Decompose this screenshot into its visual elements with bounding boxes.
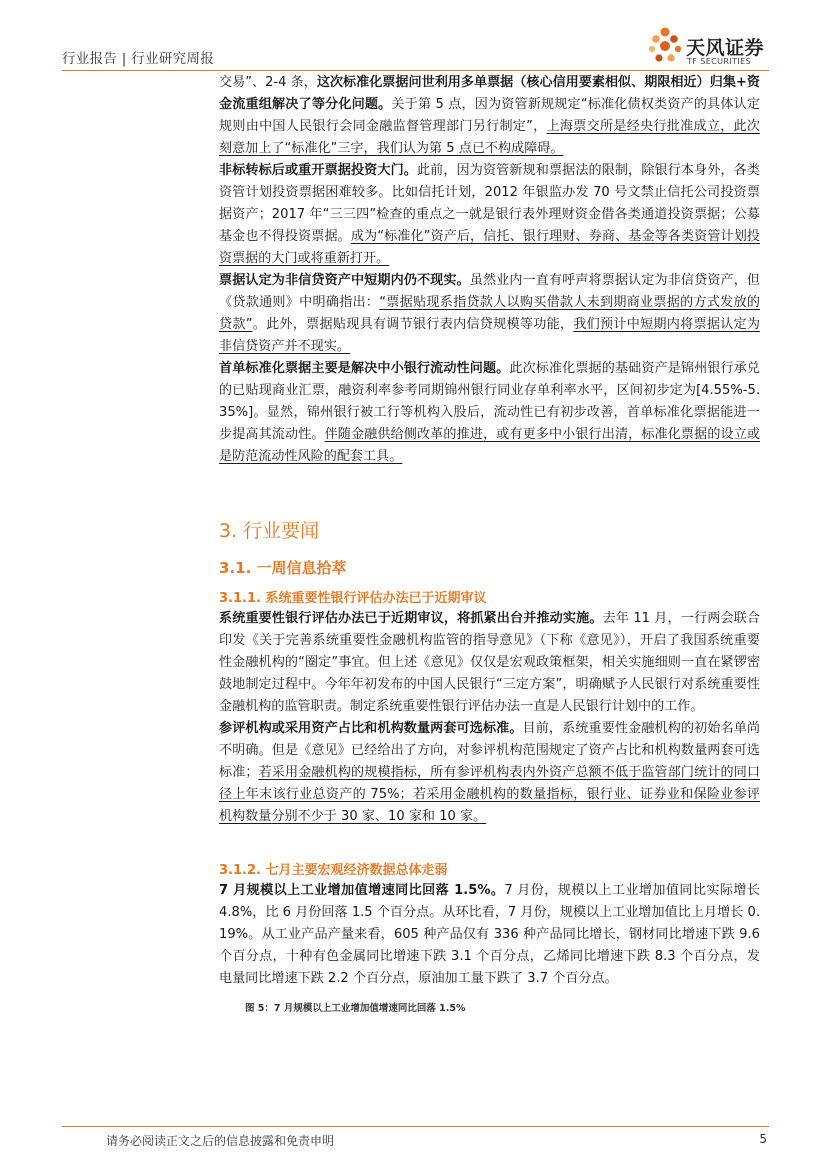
bold-lead: 首单标准化票据主要是解决中小银行流动性问题。 — [219, 361, 510, 376]
footer-divider — [62, 1126, 769, 1127]
bold-lead: 7 月规模以上工业增加值增速同比回落 1.5%。 — [219, 883, 505, 898]
company-logo — [646, 26, 776, 70]
tf-securities-logo-icon — [646, 26, 684, 68]
figure-caption: 图 5：7 月规模以上工业增加值增速同比回落 1.5% — [245, 1003, 466, 1014]
paragraph-evaluation-criteria — [219, 718, 760, 828]
page-number: 5 — [759, 1132, 767, 1146]
text-span: 交易”、2-4 条， — [219, 75, 317, 90]
logo-subtitle: TF SECURITIES — [687, 57, 752, 66]
bold-lead: 非标转标后或重开票据投资大门。 — [219, 163, 417, 178]
underlined-conclusion: 伴随金融供给侧改革的推进，或有更多中小银行出清，标准化票据的设立或是防范流动性风险的配套工具。 — [219, 427, 761, 464]
header-divider — [62, 70, 769, 71]
text-span: 去年 11 月，一行两会联合印发《关于完善系统重要性金融机构监管的指导意见》（下称《意见》），开启了我国系统重要性金融机构的“圈定”事宜。但上述《意见》仅仅是宏观政策框架，相关实施细则一直在紧锣密鼓地制定过程中。今年年初发布的中国人民银行“三定方案”，明确赋予人民银行对系统重要性金融机构的监管职责。制定系统重要性银行评估办法一直是人民银行计划中的工作。 — [219, 611, 760, 714]
bold-lead: 票据认定为非信贷资产中短期内仍不现实。 — [219, 273, 470, 288]
underlined-quote: “票据贴现系指贷款人以购买借款人未到期商业票据的方式发放的贷款” — [219, 295, 760, 332]
bold-lead: 这次标准化票据问世利用多单票据（核心信用要素相似、期限相近）归集+资金流重组解决了等分化问题。 — [219, 75, 760, 112]
report-type-label: 行业报告 | 行业研究周报 — [62, 51, 215, 67]
underlined-conclusion: 若采用金融机构的规模指标，所有参评机构表内外资产总额不低于监管部门统计的同口径上年末该行业总资产的 75%；若采用金融机构的数量指标，银行业、证券业和保险业参评机构数量分别不少于 30 家、10 家和 10 家。 — [219, 765, 761, 824]
main-content — [219, 72, 760, 1014]
paragraph-investment-door — [219, 160, 760, 270]
text-span: 目前，系统重要性金融机构的初始名单尚不明确。但是《意见》已经给出了方向，对参评机构范围规定了资产占比和机构数量两套可选标准； — [219, 721, 761, 780]
section-heading: 3. 行业要闻 — [219, 520, 320, 542]
paragraph-non-credit-asset — [219, 270, 760, 358]
underlined-conclusion: 上海票交所是经央行批准成立，此次刻意加上了“标准化”三字，我们认为第 5 点已不构成障碍。 — [219, 119, 760, 156]
subsubsection-heading: 3.1.2. 七月主要宏观经济数据总体走弱 — [219, 863, 448, 878]
logo-name: 天风证券 — [686, 37, 765, 59]
bold-lead: 系统重要性银行评估办法已于近期审议，将抓紧出台并推动实施。 — [219, 611, 603, 626]
paragraph-systemic-banks — [219, 608, 760, 718]
text-span: 此次标准化票据的基础资产是锦州银行承兑的已贴现商业汇票，融资利率参考同期锦州银行同业存单利率水平，区间初步定为[4.55%-5.35%]。显然，锦州银行被工行等机构入股后，流动性已有初步改善，首单标准化票据能进一步提高其流动性。 — [219, 361, 761, 442]
text-span: 虽然业内一直有呼声将票据认定为非信贷资产，但《贷款通则》中明确指出： — [219, 273, 761, 310]
text-span: 。此外，票据贴现具有调节银行表内信贷规模等功能， — [252, 317, 574, 332]
subsection-heading: 3.1. 一周信息拾萃 — [219, 559, 347, 577]
text-span: 7 月份，规模以上工业增加值同比实际增长 4.8%，比 6 月份回落 1.5 个百分点。从环比看，7 月份，规模以上工业增加值比上月增长 0.19%。从工业产品产量来看，605 种产品仅有 336 种产品同比增长，钢材同比增速下跌 9.6 个百分点，十种有色金属同比增速下跌 3.1 个百分点，乙烯同比增速下跌 8.3 个百分点，发电量同比增速下跌 2.2 个百分点，原油加工量下跌了 3.7 个百分点。 — [219, 883, 760, 986]
paragraph-liquidity — [219, 358, 760, 468]
text-span: 关于第 5 点，因为资管新规规定“标准化债权类资产的具体认定规则由中国人民银行会同金融监督管理部门另行制定”， — [219, 97, 761, 134]
underlined-conclusion: 成为“标准化”资产后，信托、银行理财、券商、基金等各类资管计划投资票据的大门或将重新打开。 — [219, 229, 760, 266]
underlined-conclusion: 我们预计中短期内将票据认定为非信贷资产并不现实。 — [219, 317, 761, 354]
paragraph-industrial-output — [219, 880, 760, 990]
text-span: 此前，因为资管新规和票据法的限制，除银行本身外，各类资管计划投资票据困难较多。比如信托计划，2012 年银监办发 70 号文禁止信托公司投资票据资产；2017 年“三三四”检查的重点之一就是银行表外理财资金借各类通道投资票据；公募基金也不得投资票据。 — [219, 163, 761, 244]
disclaimer-note: 请务必阅读正文之后的信息披露和免责申明 — [106, 1134, 335, 1148]
bold-lead: 参评机构或采用资产占比和机构数量两套可选标准。 — [219, 721, 523, 736]
subsubsection-heading: 3.1.1. 系统重要性银行评估办法已于近期审议 — [219, 591, 487, 606]
paragraph-standardization — [219, 72, 760, 160]
